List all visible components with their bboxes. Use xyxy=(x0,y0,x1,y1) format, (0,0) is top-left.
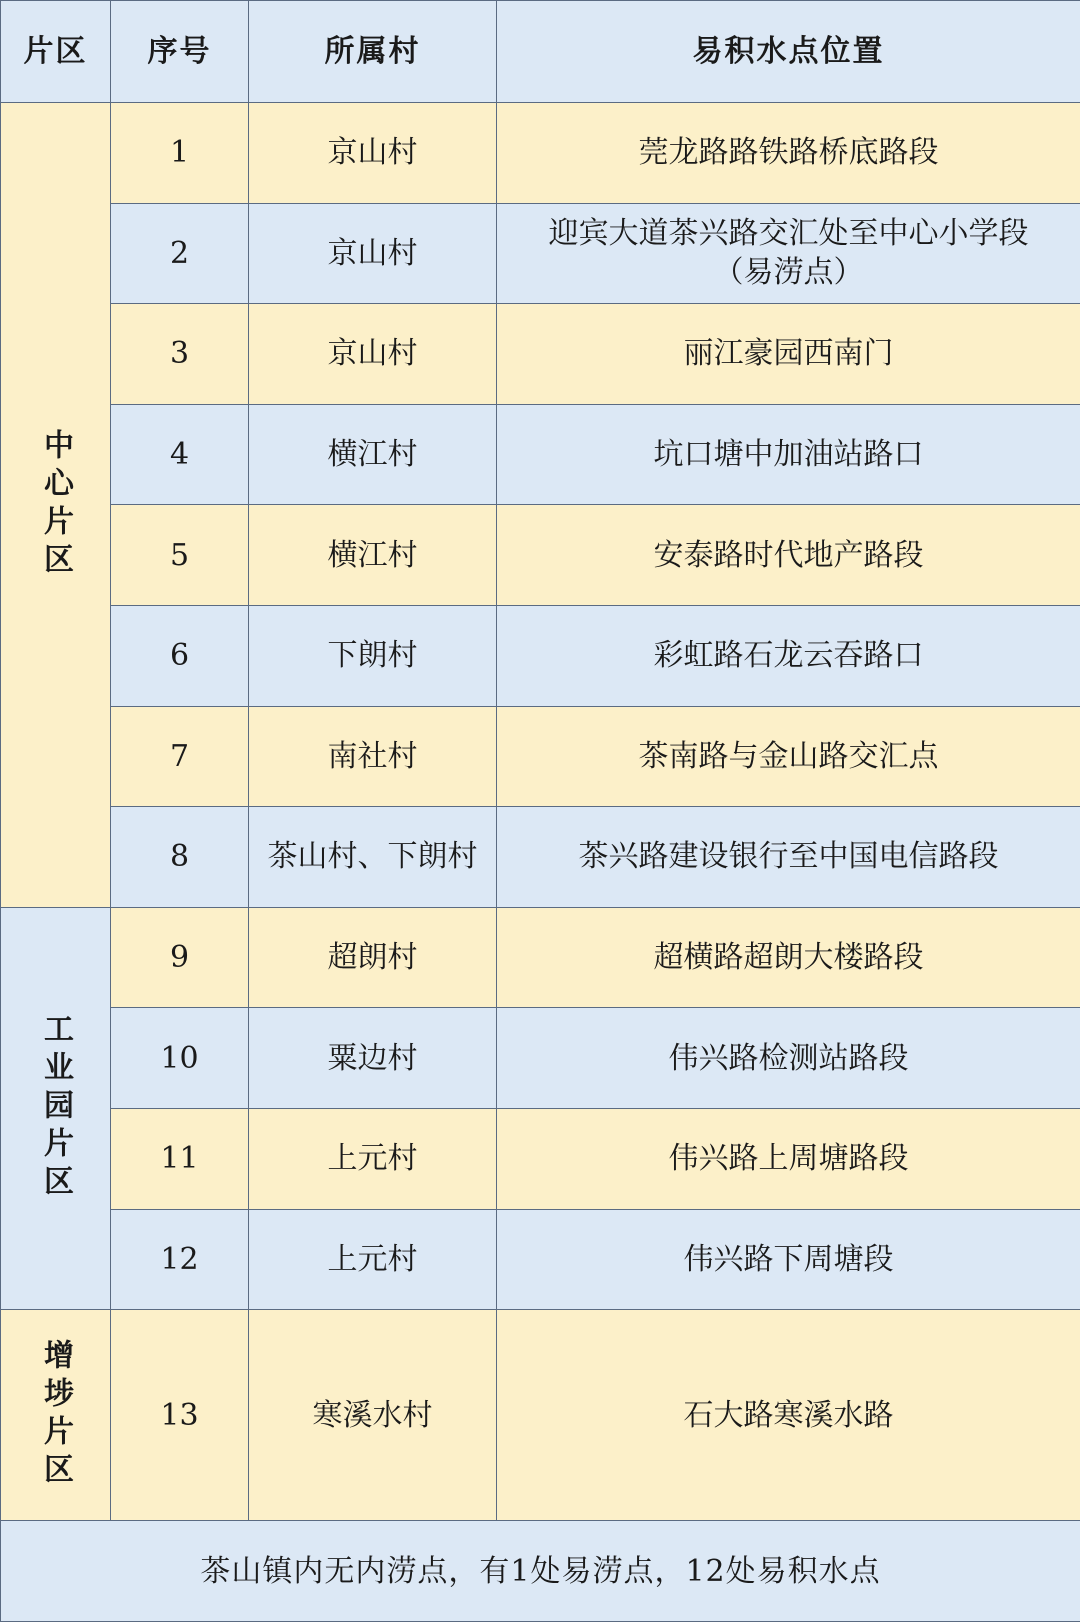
row-number: 2 xyxy=(111,203,249,304)
row-number: 3 xyxy=(111,304,249,405)
row-number: 8 xyxy=(111,807,249,908)
header-zone: 片区 xyxy=(1,1,111,103)
table-row xyxy=(1,1008,1080,1109)
row-location: 茶兴路建设银行至中国电信路段 xyxy=(497,807,1080,908)
zone-cell-zengbu: 增埗片区 xyxy=(1,1310,111,1521)
footer-row xyxy=(1,1521,1080,1622)
row-location: 超横路超朗大楼路段 xyxy=(497,907,1080,1008)
header-row xyxy=(1,1,1080,103)
row-village: 超朗村 xyxy=(249,907,497,1008)
row-number: 6 xyxy=(111,605,249,706)
row-village: 京山村 xyxy=(249,103,497,204)
row-number: 11 xyxy=(111,1108,249,1209)
row-village: 粟边村 xyxy=(249,1008,497,1109)
row-number: 13 xyxy=(111,1310,249,1521)
table-row xyxy=(1,1108,1080,1209)
row-location: 坑口塘中加油站路口 xyxy=(497,404,1080,505)
row-location-note: （易涝点） xyxy=(713,255,864,291)
row-location: 莞龙路路铁路桥底路段 xyxy=(497,103,1080,204)
row-location: 丽江豪园西南门 xyxy=(497,304,1080,405)
footer-summary: 茶山镇内无内涝点，有1处易涝点，12处易积水点 xyxy=(1,1521,1080,1622)
row-village: 寒溪水村 xyxy=(249,1310,497,1521)
row-number: 9 xyxy=(111,907,249,1008)
table-row xyxy=(1,1310,1080,1521)
row-village: 上元村 xyxy=(249,1108,497,1209)
row-location: 彩虹路石龙云吞路口 xyxy=(497,605,1080,706)
row-village: 南社村 xyxy=(249,706,497,807)
row-village: 横江村 xyxy=(249,404,497,505)
table-row xyxy=(1,404,1080,505)
row-village: 下朗村 xyxy=(249,605,497,706)
header-village: 所属村 xyxy=(249,1,497,103)
row-location: 迎宾大道茶兴路交汇处至中心小学段 xyxy=(548,216,1029,252)
header-number: 序号 xyxy=(111,1,249,103)
row-number: 1 xyxy=(111,103,249,204)
row-number: 12 xyxy=(111,1209,249,1310)
row-village: 京山村 xyxy=(249,304,497,405)
row-location: 伟兴路下周塘段 xyxy=(497,1209,1080,1310)
table-row xyxy=(1,807,1080,908)
row-village: 横江村 xyxy=(249,505,497,606)
table-row xyxy=(1,1209,1080,1310)
zone-cell-industrial: 工业园片区 xyxy=(1,907,111,1309)
row-location: 伟兴路检测站路段 xyxy=(497,1008,1080,1109)
row-number: 5 xyxy=(111,505,249,606)
row-location: 石大路寒溪水路 xyxy=(497,1310,1080,1521)
table-row xyxy=(1,907,1080,1008)
table-row xyxy=(1,103,1080,204)
table-row xyxy=(1,505,1080,606)
row-village: 京山村 xyxy=(249,203,497,304)
row-location: 伟兴路上周塘路段 xyxy=(497,1108,1080,1209)
table-row xyxy=(1,605,1080,706)
row-village: 茶山村、下朗村 xyxy=(249,807,497,908)
header-location: 易积水点位置 xyxy=(497,1,1080,103)
row-number: 4 xyxy=(111,404,249,505)
row-location: 茶南路与金山路交汇点 xyxy=(497,706,1080,807)
table-row xyxy=(1,203,1080,304)
table-row xyxy=(1,304,1080,405)
row-village: 上元村 xyxy=(249,1209,497,1310)
row-location-cell xyxy=(497,203,1080,304)
table-row xyxy=(1,706,1080,807)
zone-cell-center: 中心片区 xyxy=(1,103,111,908)
row-number: 10 xyxy=(111,1008,249,1109)
row-number: 7 xyxy=(111,706,249,807)
row-location: 安泰路时代地产路段 xyxy=(497,505,1080,606)
